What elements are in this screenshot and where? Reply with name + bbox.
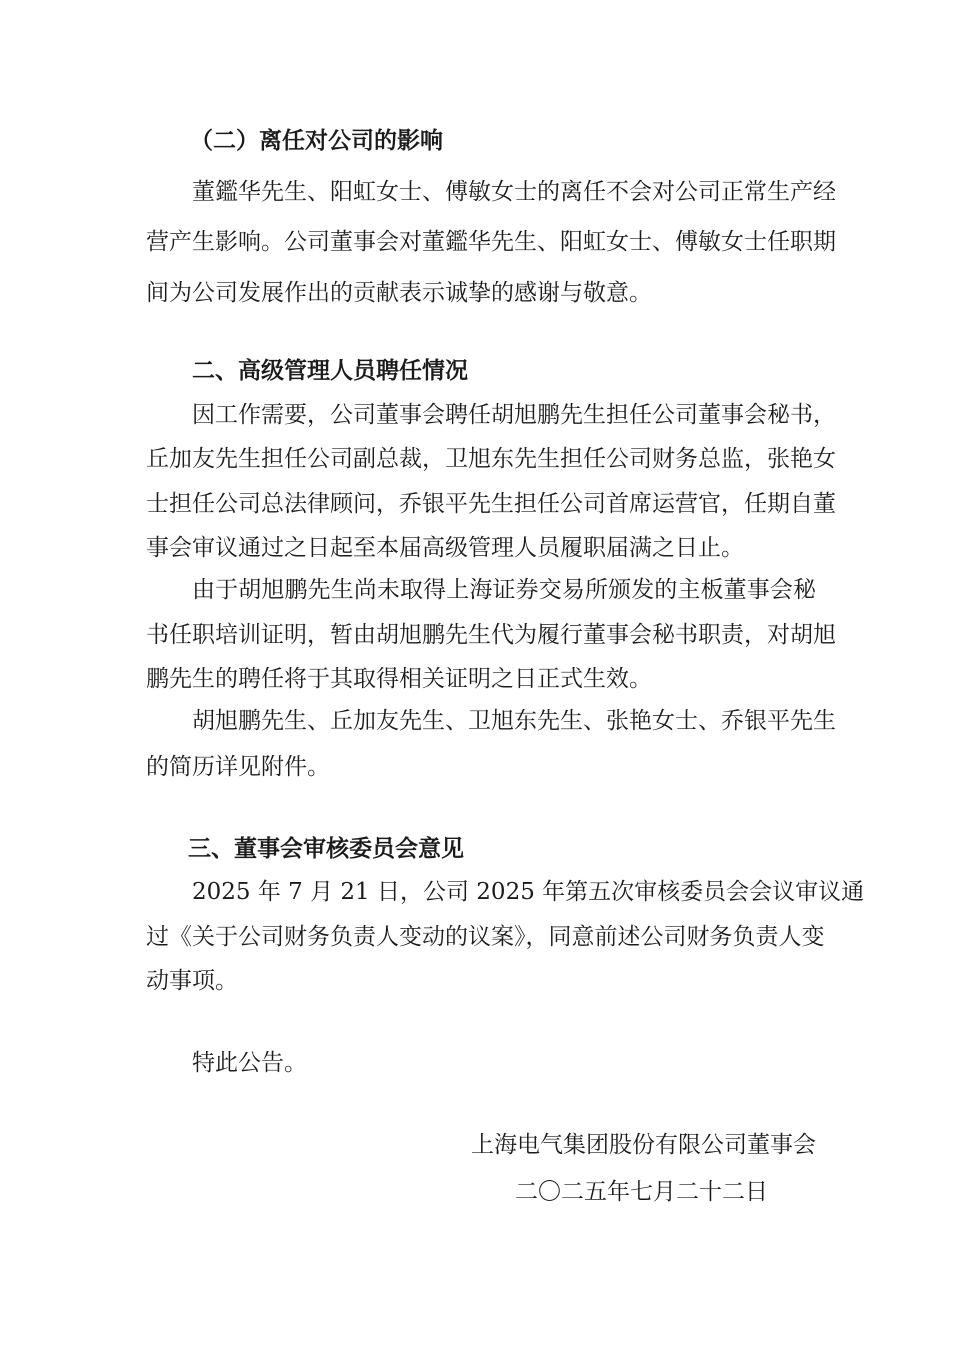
paragraph-line: 的简历详见附件。 xyxy=(146,754,330,780)
subsection-heading: （二）离任对公司的影响 xyxy=(190,127,443,154)
paragraph-line: 董鑑华先生、阳虹女士、傅敏女士的离任不会对公司正常生产经 xyxy=(192,179,836,205)
paragraph-line: 由于胡旭鹏先生尚未取得上海证券交易所颁发的主板董事会秘 xyxy=(192,577,816,603)
paragraph-line: 胡旭鹏先生、丘加友先生、卫旭东先生、张艳女士、乔银平先生 xyxy=(192,708,836,734)
paragraph-line: 士担任公司总法律顾问，乔银平先生担任公司首席运营官，任期自董 xyxy=(146,491,836,517)
paragraph-line: 事会审议通过之日起至本届高级管理人员履职届满之日止。 xyxy=(146,535,744,561)
paragraph-line: 丘加友先生担任公司副总裁，卫旭东先生担任公司财务总监，张艳女 xyxy=(146,446,836,472)
section-heading: 二、高级管理人员聘任情况 xyxy=(192,357,468,384)
paragraph-line: 营产生影响。公司董事会对董鑑华先生、阳虹女士、傅敏女士任职期 xyxy=(146,229,836,255)
section-heading: 三、董事会审核委员会意见 xyxy=(188,835,464,862)
closing-statement: 特此公告。 xyxy=(192,1050,307,1076)
paragraph-line: 鹏先生的聘任将于其取得相关证明之日正式生效。 xyxy=(146,666,652,692)
paragraph-line: 因工作需要，公司董事会聘任胡旭鹏先生担任公司董事会秘书， xyxy=(192,402,836,428)
signature-company: 上海电气集团股份有限公司董事会 xyxy=(471,1132,816,1158)
paragraph-line: 2025 年 7 月 21 日，公司 2025 年第五次审核委员会会议审议通 xyxy=(192,879,865,905)
signature-date: 二〇二五年七月二十二日 xyxy=(515,1179,768,1205)
paragraph-line: 间为公司发展作出的贡献表示诚挚的感谢与敬意。 xyxy=(146,280,652,306)
paragraph-line: 书任职培训证明，暂由胡旭鹏先生代为履行董事会秘书职责，对胡旭 xyxy=(146,622,836,648)
paragraph-line: 动事项。 xyxy=(146,968,238,994)
paragraph-line: 过《关于公司财务负责人变动的议案》，同意前述公司财务负责人变 xyxy=(146,924,825,950)
